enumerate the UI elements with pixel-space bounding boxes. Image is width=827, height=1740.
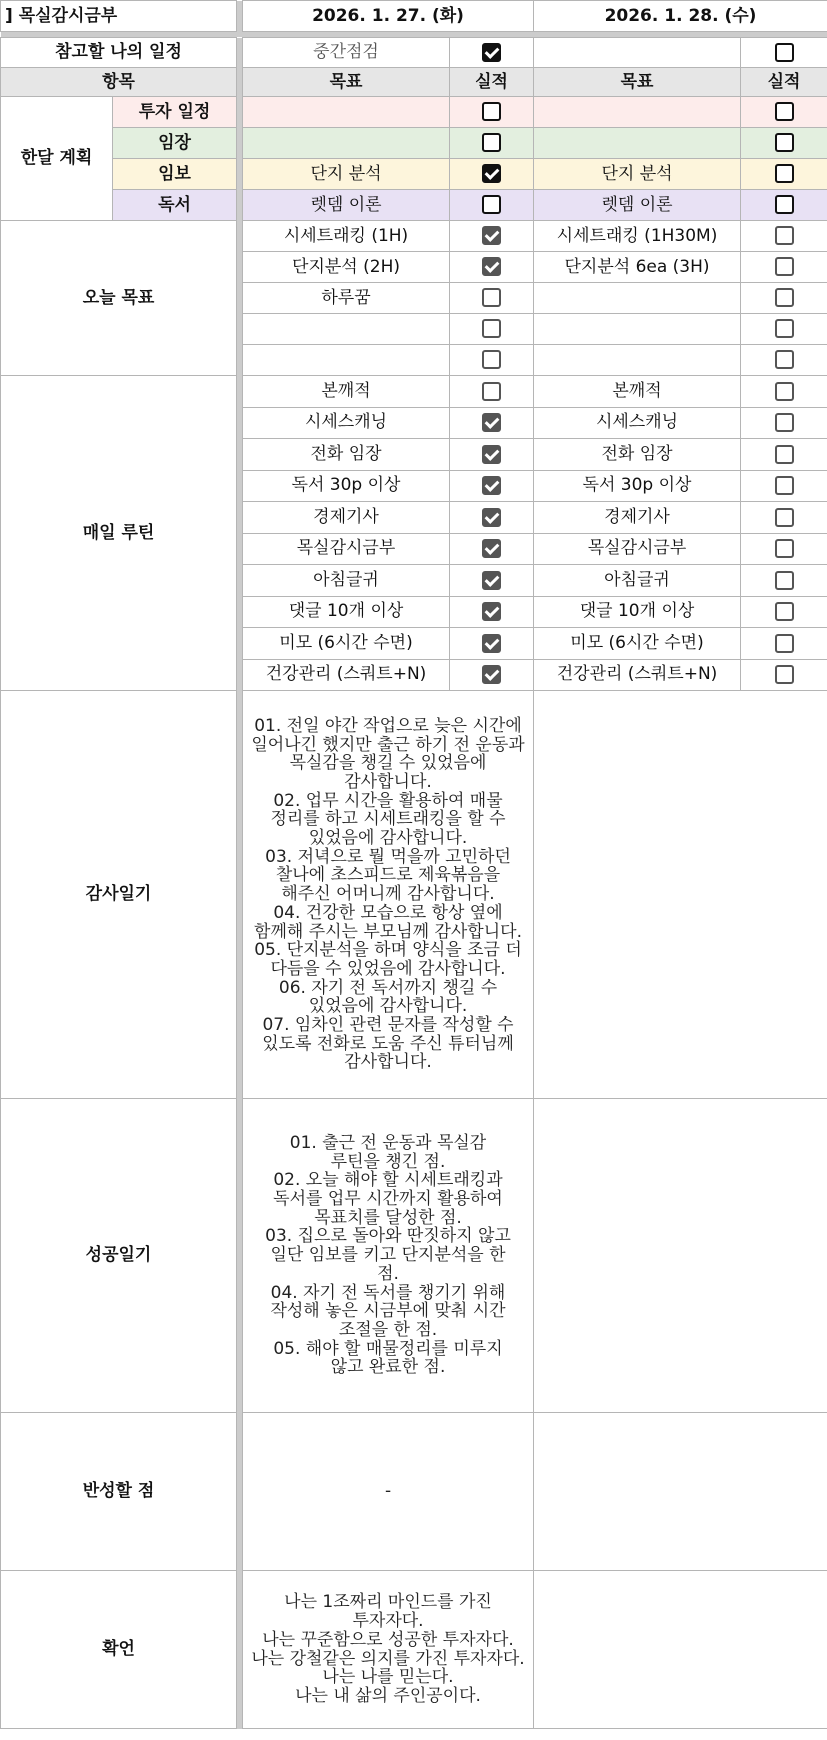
success-d1-text: 01. 출근 전 운동과 목실감 루틴을 챙긴 점. 02. 오늘 해야 할 시세트래킹과 독서를 업무 시간까지 활용하여 목표치를 달성한 점. 03. 집으로 돌아와 딴짓하지 않고 일단 임보를 키고 단지분석을 한 점. 04. 자기 전 독서를 챙기기 위해 작성해 놓은 시금부에 맞춰 시간 조절을 한 점. 05. 해야 할 매물정리를 미루지 않고 완료한 점. [243,1099,534,1413]
today-goal-d1: 시세트래킹 (1H) [243,221,450,252]
daily-routine-d1: 미모 (6시간 수면) [243,628,450,660]
today-goal-d2-check-cell[interactable] [741,345,827,376]
today-goal-d2-check-cell[interactable] [741,283,827,314]
unchecked-checkbox-icon[interactable] [482,382,501,401]
unchecked-checkbox-icon[interactable] [775,164,794,183]
date-header-1: 2026. 1. 27. (화) [243,1,534,32]
ref-schedule-d2 [534,38,741,68]
date-header-2: 2026. 1. 28. (수) [534,1,827,32]
today-goal-d1-check-cell[interactable] [450,221,534,252]
daily-routine-d1: 전화 임장 [243,439,450,471]
daily-routine-d2-check-cell[interactable] [741,628,827,660]
unchecked-checkbox-icon[interactable] [775,634,794,653]
gratitude-row [1,691,827,1099]
daily-routine-d2-check-cell[interactable] [741,439,827,471]
unchecked-checkbox-icon[interactable] [775,571,794,590]
unchecked-checkbox-icon[interactable] [775,195,794,214]
unchecked-checkbox-icon[interactable] [775,602,794,621]
unchecked-checkbox-icon[interactable] [482,133,501,152]
monthly-plan-d1-check-cell[interactable] [450,128,534,159]
reflection-d2-text [534,1413,827,1571]
today-goal-d2 [534,314,741,345]
monthly-plan-row [1,159,827,190]
daily-routine-d2: 시세스캐닝 [534,407,741,439]
daily-routine-d2: 독서 30p 이상 [534,470,741,502]
item-header: 항목 [1,68,237,97]
daily-routine-d1: 건강관리 (스쿼트+N) [243,659,450,691]
today-goal-row [1,221,827,252]
monthly-plan-d1-goal: 단지 분석 [243,159,450,190]
monthly-plan-d2-goal [534,97,741,128]
unchecked-checkbox-icon[interactable] [775,43,794,62]
monthly-plan-d1-check-cell[interactable] [450,159,534,190]
unchecked-checkbox-icon[interactable] [482,350,501,369]
daily-routine-row [1,376,827,408]
monthly-plan-d1-goal [243,128,450,159]
today-goal-d2-check-cell[interactable] [741,314,827,345]
unchecked-checkbox-icon[interactable] [775,382,794,401]
ref-schedule-d1: 중간점검 [243,38,450,68]
affirmation-label: 확언 [1,1571,237,1729]
daily-routine-d2: 전화 임장 [534,439,741,471]
monthly-plan-d2-check-cell[interactable] [741,159,827,190]
daily-routine-d1-check-cell[interactable] [450,596,534,628]
gratitude-d2-text [534,691,827,1099]
unchecked-checkbox-icon[interactable] [775,133,794,152]
unchecked-checkbox-icon[interactable] [775,102,794,121]
checked-checkbox-icon[interactable] [482,539,501,558]
unchecked-checkbox-icon[interactable] [775,445,794,464]
checked-checkbox-icon[interactable] [482,665,501,684]
unchecked-checkbox-icon[interactable] [775,413,794,432]
unchecked-checkbox-icon[interactable] [775,508,794,527]
goal-header-2: 목표 [534,68,741,97]
checked-checkbox-icon[interactable] [482,445,501,464]
unchecked-checkbox-icon[interactable] [775,350,794,369]
daily-routine-d2-check-cell[interactable] [741,565,827,597]
today-goal-d1-check-cell[interactable] [450,314,534,345]
daily-routine-d2: 건강관리 (스쿼트+N) [534,659,741,691]
success-row [1,1099,827,1413]
daily-routine-d2: 목실감시금부 [534,533,741,565]
daily-routine-d2: 댓글 10개 이상 [534,596,741,628]
reflection-row [1,1413,827,1571]
monthly-plan-d2-check-cell[interactable] [741,97,827,128]
unchecked-checkbox-icon[interactable] [482,102,501,121]
daily-routine-d1-check-cell[interactable] [450,376,534,408]
column-header-row [1,68,827,97]
unchecked-checkbox-icon[interactable] [482,288,501,307]
today-goal-d2 [534,345,741,376]
result-header-1: 실적 [450,68,534,97]
daily-routine-d1: 댓글 10개 이상 [243,596,450,628]
daily-routine-label: 매일 루틴 [1,376,237,691]
monthly-plan-label: 한달 계획 [1,97,113,221]
daily-routine-d1-check-cell[interactable] [450,628,534,660]
unchecked-checkbox-icon[interactable] [775,539,794,558]
monthly-plan-d2-check-cell[interactable] [741,190,827,221]
unchecked-checkbox-icon[interactable] [775,665,794,684]
checked-checkbox-icon[interactable] [482,571,501,590]
sheet-title: ] 목실감시금부 [1,1,237,32]
gratitude-d1-text: 01. 전일 야간 작업으로 늦은 시간에 일어나긴 했지만 출근 하기 전 운동과 목실감을 챙길 수 있었음에 감사합니다. 02. 업무 시간을 활용하여 매물 정리를 하고 시세트래킹을 할 수 있었음에 감사합니다. 03. 저녁으로 뭘 먹을까 고민하던 찰나에 초스피드로 제육볶음을 해주신 어머니께 감사합니다. 04. 건강한 모습으로 항상 옆에 함께해 주시는 부모님께 감사합니다. 05. 단지분석을 하며 양식을 조금 더 다듬을 수 있었음에 감사합니다. 06. 자기 전 독서까지 챙길 수 있었음에 감사합니다. 07. 임차인 관련 문자를 작성할 수 있도록 전화로 도움 주신 튜터님께 감사합니다. [243,691,534,1099]
daily-routine-d1: 경제기사 [243,502,450,534]
ref-schedule-label: 참고할 나의 일정 [1,38,237,68]
daily-routine-d1-check-cell[interactable] [450,470,534,502]
monthly-plan-d1-check-cell[interactable] [450,190,534,221]
daily-routine-d2-check-cell[interactable] [741,596,827,628]
header-row [1,1,827,32]
monthly-plan-item-label: 임보 [113,159,237,190]
monthly-plan-d2-check-cell[interactable] [741,128,827,159]
daily-routine-d1-check-cell[interactable] [450,439,534,471]
daily-routine-d2-check-cell[interactable] [741,533,827,565]
daily-routine-d1-check-cell[interactable] [450,659,534,691]
today-goal-d1 [243,314,450,345]
daily-routine-d2: 경제기사 [534,502,741,534]
daily-routine-d1-check-cell[interactable] [450,407,534,439]
monthly-plan-item-label: 독서 [113,190,237,221]
today-goal-d1-check-cell[interactable] [450,283,534,314]
unchecked-checkbox-icon[interactable] [482,319,501,338]
ref-schedule-row [1,38,827,68]
today-goal-d1-check-cell[interactable] [450,252,534,283]
monthly-plan-item-label: 임장 [113,128,237,159]
today-goal-d2 [534,283,741,314]
unchecked-checkbox-icon[interactable] [775,226,794,245]
monthly-plan-d1-goal [243,97,450,128]
affirmation-d2-text [534,1571,827,1729]
reflection-d1-text: - [243,1413,534,1571]
daily-routine-d2-check-cell[interactable] [741,407,827,439]
daily-routine-d1: 아침글귀 [243,565,450,597]
today-goal-d2: 단지분석 6ea (3H) [534,252,741,283]
ref-schedule-d1-check-cell[interactable] [450,38,534,68]
unchecked-checkbox-icon[interactable] [775,319,794,338]
success-label: 성공일기 [1,1099,237,1413]
unchecked-checkbox-icon[interactable] [775,476,794,495]
gratitude-label: 감사일기 [1,691,237,1099]
monthly-plan-d1-check-cell[interactable] [450,97,534,128]
monthly-plan-d2-goal: 단지 분석 [534,159,741,190]
reflection-label: 반성할 점 [1,1413,237,1571]
today-goal-d1 [243,345,450,376]
daily-routine-d1: 본깨적 [243,376,450,408]
today-goal-d1: 단지분석 (2H) [243,252,450,283]
goal-header-1: 목표 [243,68,450,97]
monthly-plan-row [1,190,827,221]
success-d2-text [534,1099,827,1413]
daily-routine-d1-check-cell[interactable] [450,502,534,534]
monthly-plan-row [1,128,827,159]
today-goal-d2-check-cell[interactable] [741,221,827,252]
affirmation-row [1,1571,827,1729]
unchecked-checkbox-icon[interactable] [775,288,794,307]
daily-routine-d2: 미모 (6시간 수면) [534,628,741,660]
daily-routine-d2-check-cell[interactable] [741,502,827,534]
monthly-plan-item-label: 투자 일정 [113,97,237,128]
today-goal-d1-check-cell[interactable] [450,345,534,376]
checked-checkbox-icon[interactable] [482,413,501,432]
today-goal-d2: 시세트래킹 (1H30M) [534,221,741,252]
today-goal-d2-check-cell[interactable] [741,252,827,283]
daily-routine-d2-check-cell[interactable] [741,470,827,502]
checked-checkbox-icon[interactable] [482,43,501,62]
monthly-plan-d1-goal: 렛뎀 이론 [243,190,450,221]
monthly-plan-row [1,97,827,128]
checked-checkbox-icon[interactable] [482,634,501,653]
checked-checkbox-icon[interactable] [482,257,501,276]
result-header-2: 실적 [741,68,827,97]
daily-routine-d2-check-cell[interactable] [741,659,827,691]
unchecked-checkbox-icon[interactable] [775,257,794,276]
daily-routine-d1: 시세스캐닝 [243,407,450,439]
checked-checkbox-icon[interactable] [482,508,501,527]
checked-checkbox-icon[interactable] [482,602,501,621]
affirmation-d1-text: 나는 1조짜리 마인드를 가진 투자자다. 나는 꾸준함으로 성공한 투자자다. 나는 강철같은 의지를 가진 투자자다. 나는 나를 믿는다. 나는 내 삶의 주인공이다. [243,1571,534,1729]
daily-routine-d2: 본깨적 [534,376,741,408]
unchecked-checkbox-icon[interactable] [482,195,501,214]
monthly-plan-d2-goal [534,128,741,159]
daily-routine-d1: 독서 30p 이상 [243,470,450,502]
monthly-plan-d2-goal: 렛뎀 이론 [534,190,741,221]
checked-checkbox-icon[interactable] [482,476,501,495]
checked-checkbox-icon[interactable] [482,226,501,245]
daily-routine-d1-check-cell[interactable] [450,565,534,597]
daily-routine-d1: 목실감시금부 [243,533,450,565]
ref-schedule-d2-check-cell[interactable] [741,38,827,68]
daily-routine-d2: 아침글귀 [534,565,741,597]
today-goal-d1: 하루꿈 [243,283,450,314]
checked-checkbox-icon[interactable] [482,164,501,183]
today-goals-label: 오늘 목표 [1,221,237,376]
daily-routine-d2-check-cell[interactable] [741,376,827,408]
daily-routine-d1-check-cell[interactable] [450,533,534,565]
